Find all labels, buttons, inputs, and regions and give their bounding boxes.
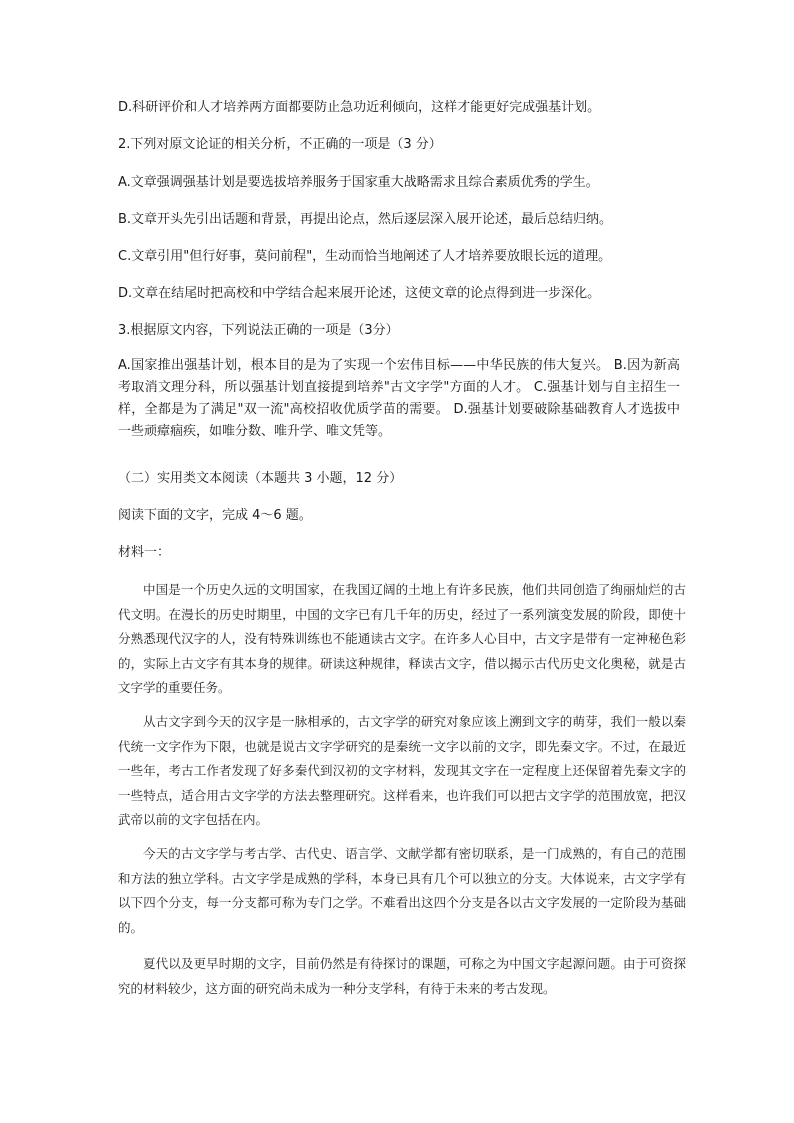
q2-option-a: A.文章强调强基计划是要选拔培养服务于国家重大战略需求且综合素质优秀的学生。 <box>118 175 599 190</box>
q2-option-b: B.文章开头先引出话题和背景，再提出论点，然后逐层深入展开论述，最后总结归纳。 <box>118 212 613 227</box>
q2-stem: 2.下列对原文论证的相关分析，不正确的一项是（3 分） <box>118 137 442 152</box>
reading-instruction: 阅读下面的文字，完成 4～6 题。 <box>118 508 312 523</box>
q2-option-d: D.文章在结尾时把高校和中学结合起来展开论述，这使文章的论点得到进一步深化。 <box>118 286 601 301</box>
material-paragraph-3: 今天的古文字学与考古学、古代史、语言学、文献学都有密切联系，是一门成熟的，有自己的范围和方法的独立学科。古文字学是成熟的学科，本身已具有几个可以独立的分支。大体说来，古文字学有以下四个分支，每一分支都可称为专门之学。不难看出这四个分支是各以古文字发展的一定阶段为基础的。 <box>118 846 686 935</box>
material-paragraph-1: 中国是一个历史久远的文明国家，在我国辽阔的土地上有许多民族，他们共同创造了绚丽灿烂的古代文明。在漫长的历史时期里，中国的文字已有几千年的历史，经过了一系列演变发展的阶段，即使十分熟悉现代汉字的人，没有特殊训练也不能通读古文字。在许多人心目中，古文字是带有一定神秘色彩的，实际上古文字有其本身的规律。研读这种规律，释读古文字，借以揭示古代历史文化奥秘，就是古文字学的重要任务。 <box>118 582 686 695</box>
q2-option-c: C.文章引用"但行好事，莫问前程"，生动而恰当地阐述了人才培养要放眼长远的道理。 <box>118 249 612 264</box>
material-paragraph-4: 夏代以及更早时期的文字，目前仍然是有待探讨的课题，可称之为中国文字起源问题。由于可资探究的材料较少，这方面的研究尚未成为一种分支学科，有待于未来的考古发现。 <box>118 956 686 996</box>
q3-options: A.国家推出强基计划，根本目的是为了实现一个宏伟目标——中华民族的伟大复兴。 B.因为新高考取消文理分科，所以强基计划直接提到培养"古文字学"方面的人才。 C.强基计划与自主招生一样，全都是为了满足"双一流"高校招收优质学苗的需要。 D.强基计划要破除基础教育人才选拔中一些顽瘴痼疾，如唯分数、唯升学、唯文凭等。 <box>118 358 680 439</box>
section-heading: （二）实用类文本阅读（本题共 3 小题，12 分） <box>118 471 403 486</box>
material-paragraph-2: 从古文字到今天的汉字是一脉相承的，古文字学的研究对象应该上溯到文字的萌芽，我们一般以秦代统一文字作为下限，也就是说古文字学研究的是秦统一文字以前的文字，即先秦文字。不过，在最近一些年，考古工作者发现了好多秦代到汉初的文字材料，发现其文字在一定程度上还保留着先秦文字的一些特点，适合用古文字学的方法去整理研究。这样看来，也许我们可以把古文字学的范围放宽，把汉武帝以前的文字包括在内。 <box>118 714 686 827</box>
q3-stem: 3.根据原文内容，下列说法正确的一项是（3分） <box>118 323 399 338</box>
q1-option-d: D.科研评价和人才培养两方面都要防止急功近利倾向，这样才能更好完成强基计划。 <box>118 100 601 115</box>
material-label: 材料一： <box>118 545 171 560</box>
